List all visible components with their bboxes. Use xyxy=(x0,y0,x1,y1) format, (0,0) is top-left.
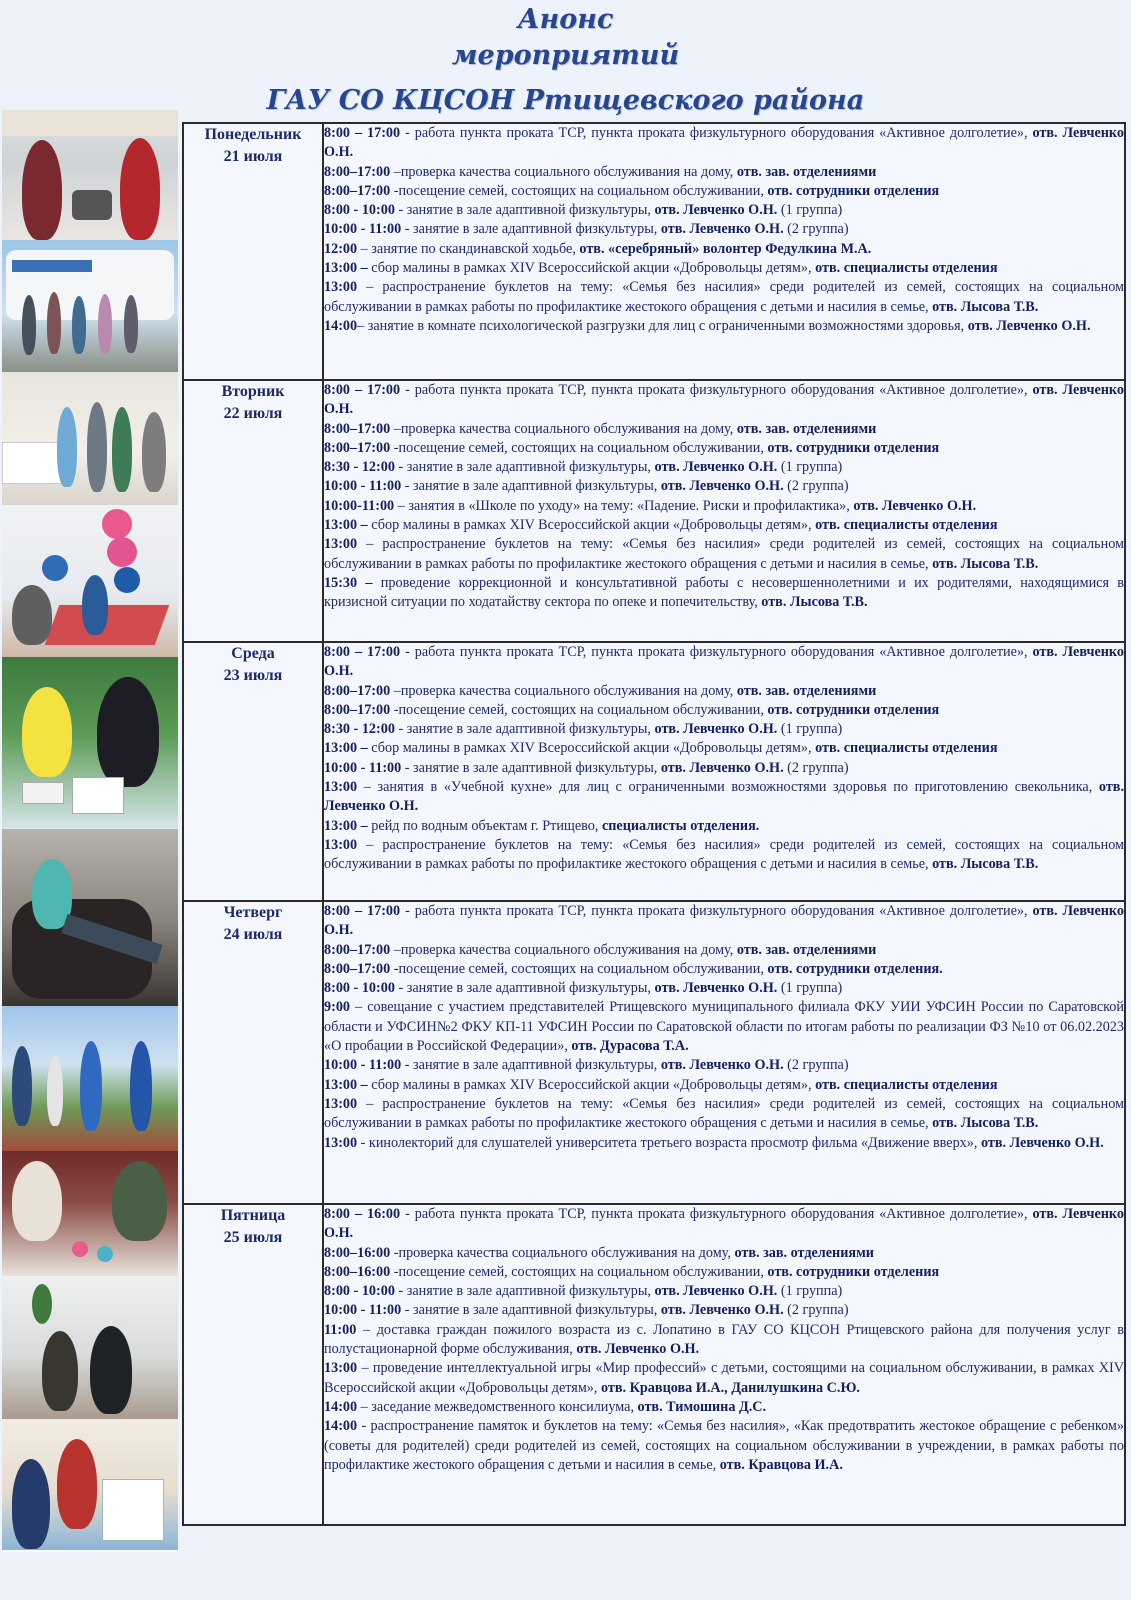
event-time: 13:00 xyxy=(324,836,358,853)
event-text: - работа пункта проката ТСР, пункта проката физкультурного оборудования «Активное долголетие», xyxy=(400,1206,1033,1222)
day-date: 21 июля xyxy=(223,148,283,165)
event-time: 8:00–17:00 xyxy=(324,682,391,699)
event-item xyxy=(324,477,1124,496)
event-time: 13:00 xyxy=(324,536,358,553)
event-item xyxy=(324,941,1124,960)
event-text: -посещение семей, состоящих на социальном обслуживании, xyxy=(390,960,768,977)
event-time: 13:00 xyxy=(324,1134,358,1151)
event-group: (1 группа) xyxy=(777,459,843,476)
event-time: 8:30 - 12:00 xyxy=(324,459,395,476)
event-text: – занятия в «Учебной кухне» для лиц с ограниченными возможностями здоровья по приготовлению свекольника, xyxy=(357,779,1099,796)
event-text: - работа пункта проката ТСР, пункта проката физкультурного оборудования «Активное долголетие», xyxy=(400,382,1033,398)
event-item xyxy=(324,759,1124,778)
day-row xyxy=(183,1204,1125,1525)
events-cell xyxy=(323,380,1125,642)
event-time: 8:00–16:00 xyxy=(324,1244,391,1261)
photo-office xyxy=(2,1276,178,1421)
event-item xyxy=(324,720,1124,739)
day-name: Пятница xyxy=(220,1207,286,1224)
event-responsible: отв. Лысова Т.В. xyxy=(932,298,1039,315)
event-text: – доставка граждан пожилого возраста из с. Лопатино в ГАУ СО КЦСОН Ртищевского района для получения услуг в полустационарной форме обслуживания, xyxy=(324,1321,1124,1358)
event-responsible: отв. Лысова Т.В. xyxy=(932,856,1039,873)
event-item xyxy=(324,458,1124,477)
event-responsible: отв. Левченко О.Н. xyxy=(654,980,778,997)
event-group: (1 группа) xyxy=(777,1283,843,1300)
event-text: - занятие в зале адаптивной физкультуры, xyxy=(401,759,661,776)
event-time: 8:00–17:00 xyxy=(324,163,391,180)
event-responsible: отв. Левченко О.Н. xyxy=(654,1283,778,1300)
event-text: - занятие в зале адаптивной физкультуры, xyxy=(401,1302,661,1319)
event-responsible: отв. Левченко О.Н. xyxy=(324,382,1125,418)
event-text: проведение коррекционной и консультативной работы с несовершеннолетними и их родителями, находящимися в кризисной ситуации по ходатайству сектора по опеке и попечительству, xyxy=(324,574,1124,611)
event-time: 11:00 xyxy=(324,1321,357,1338)
event-text: - распространение памяток и буклетов на тему: «Семья без насилия», «Как предотвратить жестокое обращение с ребенком» (советы для родителей) среди родителей из семей, состоящих на социальном обслуживании в учреждении, в рамках работы по профилактике жестокого обращения с детьми и насилия в семье, xyxy=(324,1418,1124,1473)
photo-gym xyxy=(2,505,178,659)
day-date: 25 июля xyxy=(223,1229,283,1246)
event-responsible: отв. зав. отделениями xyxy=(736,941,877,958)
event-text: -посещение семей, состоящих на социальном обслуживании, xyxy=(390,439,768,456)
photo-column xyxy=(2,110,178,1550)
event-item xyxy=(324,574,1124,613)
event-text: -проверка качества социального обслуживания на дому, xyxy=(390,1244,735,1261)
day-cell xyxy=(183,123,323,380)
event-responsible: отв. Левченко О.Н. xyxy=(324,644,1125,680)
event-item xyxy=(324,420,1124,439)
event-item xyxy=(324,259,1124,278)
event-item xyxy=(324,124,1124,163)
event-responsible: отв. специалисты отделения xyxy=(815,260,998,277)
event-time: 9:00 xyxy=(324,999,351,1016)
photo-children-game xyxy=(2,1419,178,1552)
event-text: –проверка качества социального обслуживания на дому, xyxy=(390,941,737,958)
event-time: 8:00 – 16:00 xyxy=(324,1206,401,1222)
event-group: (2 группа) xyxy=(783,1302,849,1319)
event-text: -посещение семей, состоящих на социальном обслуживании, xyxy=(390,701,768,718)
event-text: рейд по водным объектам г. Ртищево, xyxy=(367,817,602,834)
event-time: 8:00–17:00 xyxy=(324,439,391,456)
event-group: (2 группа) xyxy=(783,221,849,238)
event-time: 14:00 xyxy=(324,1418,358,1435)
event-time: 8:00–17:00 xyxy=(324,960,391,977)
event-item xyxy=(324,979,1124,998)
event-text: – распространение буклетов на тему: «Семья без насилия» среди родителей из семей, состоящих на социальном обслуживании в рамках работы по профилактике жестокого обращения с детьми и насилия в семье, xyxy=(324,1095,1124,1132)
day-row xyxy=(183,380,1125,642)
event-responsible: отв. Лысова Т.В. xyxy=(932,555,1039,572)
event-responsible: отв. Лысова Т.В. xyxy=(761,594,868,611)
event-item xyxy=(324,201,1124,220)
event-responsible: отв. Левченко О.Н. xyxy=(853,497,977,514)
event-group: (2 группа) xyxy=(783,759,849,776)
event-time: 12:00 xyxy=(324,240,358,257)
event-time: 8:00–17:00 xyxy=(324,941,391,958)
photo-nordic-walking xyxy=(2,1006,178,1153)
event-time: 13:00 xyxy=(324,779,358,796)
event-item xyxy=(324,1205,1124,1244)
event-responsible: отв. сотрудники отделения. xyxy=(767,960,943,977)
event-item xyxy=(324,381,1124,420)
day-row xyxy=(183,642,1125,901)
event-time: 8:00–17:00 xyxy=(324,182,391,199)
event-time: 8:00–17:00 xyxy=(324,701,391,718)
header-title-line1: Анонс xyxy=(517,4,614,35)
event-responsible: отв. Левченко О.Н. xyxy=(660,478,784,495)
event-text: – распространение буклетов на тему: «Семья без насилия» среди родителей из семей, состоящих на социальном обслуживании в рамках работы по профилактике жестокого обращения с детьми и насилия в семье, xyxy=(324,279,1124,315)
event-responsible: отв. зав. отделениями xyxy=(736,420,877,437)
photo-crafts xyxy=(2,1151,178,1278)
event-item xyxy=(324,516,1124,535)
event-text: – распространение буклетов на тему: «Семья без насилия» среди родителей из семей, состоящих на социальном обслуживании в рамках работы по профилактике жестокого обращения с детьми и насилия в семье, xyxy=(324,836,1124,873)
day-cell xyxy=(183,380,323,642)
event-text: -посещение семей, состоящих на социальном обслуживании, xyxy=(390,182,768,199)
day-name: Вторник xyxy=(221,383,285,400)
event-responsible: отв. Левченко О.Н. xyxy=(654,202,778,219)
header-title-line3: ГАУ СО КЦСОН Ртищевского района xyxy=(266,85,865,116)
event-item xyxy=(324,1301,1124,1320)
event-item xyxy=(324,1134,1124,1153)
event-time: 8:00 - 10:00 xyxy=(324,202,395,219)
event-time: 15:30 – xyxy=(324,574,373,591)
event-text: - работа пункта проката ТСР, пункта проката физкультурного оборудования «Активное долголетие», xyxy=(400,903,1033,919)
event-time: 10:00 - 11:00 xyxy=(324,1302,402,1319)
event-text: сбор малины в рамках XIV Всероссийской акции «Добровольцы детям», xyxy=(367,740,816,757)
event-item xyxy=(324,439,1124,458)
event-responsible: отв. специалисты отделения xyxy=(815,1076,998,1093)
photo-care-room xyxy=(2,372,178,507)
day-cell xyxy=(183,642,323,901)
event-responsible: отв. зав. отделениями xyxy=(736,163,877,180)
event-responsible: отв. Левченко О.Н. xyxy=(324,125,1125,161)
event-group: (1 группа) xyxy=(777,721,843,738)
events-cell xyxy=(323,123,1125,380)
event-text: –проверка качества социального обслуживания на дому, xyxy=(390,682,737,699)
day-name: Среда xyxy=(231,645,275,662)
event-item xyxy=(324,1398,1124,1417)
event-time: 13:00 – xyxy=(324,740,368,757)
day-cell xyxy=(183,901,323,1204)
event-text: сбор малины в рамках XIV Всероссийской акции «Добровольцы детям», xyxy=(367,517,816,534)
event-responsible: отв. Лысова Т.В. xyxy=(932,1115,1039,1132)
day-cell xyxy=(183,1204,323,1525)
event-time: 13:00 – xyxy=(324,260,368,277)
events-cell xyxy=(323,901,1125,1204)
event-text: - занятие в зале адаптивной физкультуры, xyxy=(401,1057,661,1074)
event-responsible: отв. зав. отделениями xyxy=(736,682,877,699)
event-responsible: отв. Левченко О.Н. xyxy=(576,1341,700,1358)
event-item xyxy=(324,817,1124,836)
event-responsible: отв. сотрудники отделения xyxy=(767,701,940,718)
event-responsible: отв. Левченко О.Н. xyxy=(660,1057,784,1074)
event-time: 10:00 - 11:00 xyxy=(324,478,402,495)
events-cell xyxy=(323,642,1125,901)
event-time: 8:00–16:00 xyxy=(324,1263,391,1280)
event-time: 10:00 - 11:00 xyxy=(324,1057,402,1074)
event-responsible: отв. Левченко О.Н. xyxy=(660,759,784,776)
event-text: - занятие в зале адаптивной физкультуры, xyxy=(394,721,655,738)
event-item xyxy=(324,682,1124,701)
photo-drawing xyxy=(2,657,178,831)
event-item xyxy=(324,1417,1124,1475)
event-time: 8:00 – 17:00 xyxy=(324,644,401,660)
event-responsible: отв. «серебряный» волонтер Федулкина М.А. xyxy=(579,240,872,257)
event-item xyxy=(324,1263,1124,1282)
event-group: (1 группа) xyxy=(777,980,843,997)
event-group: (2 группа) xyxy=(783,1057,849,1074)
event-item xyxy=(324,497,1124,516)
event-time: 13:00 xyxy=(324,1095,358,1112)
event-item xyxy=(324,1076,1124,1095)
event-item xyxy=(324,163,1124,182)
event-responsible: отв. Кравцова И.А. xyxy=(719,1456,843,1473)
event-time: 13:00 – xyxy=(324,1076,368,1093)
event-time: 14:00 xyxy=(324,1398,358,1415)
event-time: 10:00 - 11:00 xyxy=(324,221,402,238)
photo-bus xyxy=(2,240,178,374)
event-text: - занятие в зале адаптивной физкультуры, xyxy=(394,459,655,476)
event-item xyxy=(324,317,1124,336)
event-item xyxy=(324,1244,1124,1263)
day-name: Четверг xyxy=(223,904,283,921)
event-text: – совещание с участием представителей Ртищевского муниципального филиала ФКУ УИИ УФСИН России по Саратовской области и УФСИН№2 ФКУ КП-11 УФСИН России по Саратовской области по итогам работы по реализации ФЗ №10 от 06.02.2023 «О пробации в Российской Федерации», xyxy=(324,999,1124,1055)
event-responsible: отв. специалисты отделения xyxy=(815,740,998,757)
event-responsible: отв. Тимошина Д.С. xyxy=(637,1398,767,1415)
event-responsible: отв. Левченко О.Н. xyxy=(660,221,784,238)
event-item xyxy=(324,643,1124,682)
event-responsible: отв. Левченко О.Н. xyxy=(324,1206,1125,1242)
event-responsible: отв. Дурасова Т.А. xyxy=(571,1038,689,1055)
event-responsible: отв. Левченко О.Н. xyxy=(980,1134,1104,1151)
event-text: - работа пункта проката ТСР, пункта проката физкультурного оборудования «Активное долголетие», xyxy=(400,644,1033,660)
event-time: 8:30 - 12:00 xyxy=(324,721,395,738)
event-time: 10:00 - 11:00 xyxy=(324,759,402,776)
event-text: – занятие в комнате психологической разгрузки для лиц с ограниченными возможностями здоровья, xyxy=(357,317,968,334)
event-time: 8:00 – 17:00 xyxy=(324,382,401,398)
day-name: Понедельник xyxy=(204,126,302,143)
event-item xyxy=(324,182,1124,201)
day-date: 23 июля xyxy=(223,667,283,684)
event-text: – проведение интеллектуальной игры «Мир профессий» с детьми, состоящими на социальном обслуживании, в рамках XIV Всероссийской акции «Добровольцы детям», xyxy=(324,1360,1124,1396)
event-item xyxy=(324,535,1124,574)
event-text: –проверка качества социального обслуживания на дому, xyxy=(390,163,737,180)
event-item xyxy=(324,1282,1124,1301)
event-responsible: отв. Левченко О.Н. xyxy=(654,459,778,476)
event-time: 13:00 – xyxy=(324,817,368,834)
event-item xyxy=(324,1321,1124,1360)
event-time: 13:00 xyxy=(324,1360,358,1377)
event-time: 8:00 - 10:00 xyxy=(324,980,395,997)
event-text: - занятие в зале адаптивной физкультуры, xyxy=(401,478,661,495)
event-time: 8:00 - 10:00 xyxy=(324,1283,395,1300)
event-item xyxy=(324,278,1124,317)
event-responsible: отв. сотрудники отделения xyxy=(767,439,940,456)
event-responsible: отв. Левченко О.Н. xyxy=(324,903,1125,939)
event-item xyxy=(324,701,1124,720)
event-responsible: отв. Левченко О.Н. xyxy=(660,1302,784,1319)
event-group: (2 группа) xyxy=(783,478,849,495)
event-responsible: отв. специалисты отделения xyxy=(815,517,998,534)
event-item xyxy=(324,1359,1124,1398)
photo-kitchen xyxy=(2,110,178,242)
event-item xyxy=(324,998,1124,1056)
event-responsible: отв. зав. отделениями xyxy=(734,1244,874,1261)
header-title-line2: мероприятий xyxy=(451,40,680,71)
event-item xyxy=(324,960,1124,979)
event-text: – распространение буклетов на тему: «Семья без насилия» среди родителей из семей, состоящих на социальном обслуживании в рамках работы по профилактике жестокого обращения с детьми и насилия в семье, xyxy=(324,536,1124,572)
event-time: 13:00 – xyxy=(324,517,368,534)
event-text: - занятие в зале адаптивной физкультуры, xyxy=(394,980,655,997)
event-item xyxy=(324,836,1124,875)
event-time: 8:00 – 17:00 xyxy=(324,125,401,141)
event-responsible: отв. сотрудники отделения xyxy=(767,1263,940,1280)
event-group: (1 группа) xyxy=(777,202,843,219)
event-time: 13:00 xyxy=(324,279,358,296)
event-responsible: отв. Левченко О.Н. xyxy=(324,779,1124,815)
event-text: – занятие по скандинавской ходьбе, xyxy=(357,240,580,257)
event-text: сбор малины в рамках XIV Всероссийской акции «Добровольцы детям», xyxy=(367,1076,816,1093)
event-text: -посещение семей, состоящих на социальном обслуживании, xyxy=(390,1263,768,1280)
events-cell xyxy=(323,1204,1125,1525)
event-item xyxy=(324,778,1124,817)
event-text: сбор малины в рамках XIV Всероссийской акции «Добровольцы детям», xyxy=(367,260,816,277)
event-item xyxy=(324,902,1124,941)
day-date: 22 июля xyxy=(223,405,283,422)
day-date: 24 июля xyxy=(223,926,283,943)
event-time: 14:00 xyxy=(324,317,358,334)
event-responsible: отв. Кравцова И.А., Данилушкина С.Ю. xyxy=(601,1379,860,1396)
event-item xyxy=(324,220,1124,239)
event-responsible: отв. сотрудники отделения xyxy=(767,182,940,199)
event-responsible: специалисты отделения. xyxy=(601,817,760,834)
event-text: - занятие в зале адаптивной физкультуры, xyxy=(401,221,661,238)
event-text: - занятие в зале адаптивной физкультуры, xyxy=(394,1283,655,1300)
event-text: – заседание межведомственного консилиума, xyxy=(357,1398,638,1415)
schedule-table xyxy=(182,122,1126,1526)
event-item xyxy=(324,739,1124,758)
day-row xyxy=(183,123,1125,380)
event-text: - кинолекторий для слушателей университета третьего возраста просмотр фильма «Движение вверх», xyxy=(357,1134,981,1151)
event-item xyxy=(324,1056,1124,1075)
event-time: 10:00-11:00 xyxy=(324,497,395,514)
event-text: - работа пункта проката ТСР, пункта проката физкультурного оборудования «Активное долголетие», xyxy=(400,125,1033,141)
event-text: – занятия в «Школе по уходу» на тему: «Падение. Риски и профилактика», xyxy=(394,497,854,514)
event-time: 8:00–17:00 xyxy=(324,420,391,437)
event-text: –проверка качества социального обслуживания на дому, xyxy=(390,420,737,437)
photo-massage-chair xyxy=(2,829,178,1008)
event-item xyxy=(324,240,1124,259)
event-responsible: отв. Левченко О.Н. xyxy=(654,721,778,738)
event-text: - занятие в зале адаптивной физкультуры, xyxy=(394,202,655,219)
event-responsible: отв. Левченко О.Н. xyxy=(967,317,1091,334)
day-row xyxy=(183,901,1125,1204)
event-item xyxy=(324,1095,1124,1134)
event-time: 8:00 – 17:00 xyxy=(324,903,401,919)
